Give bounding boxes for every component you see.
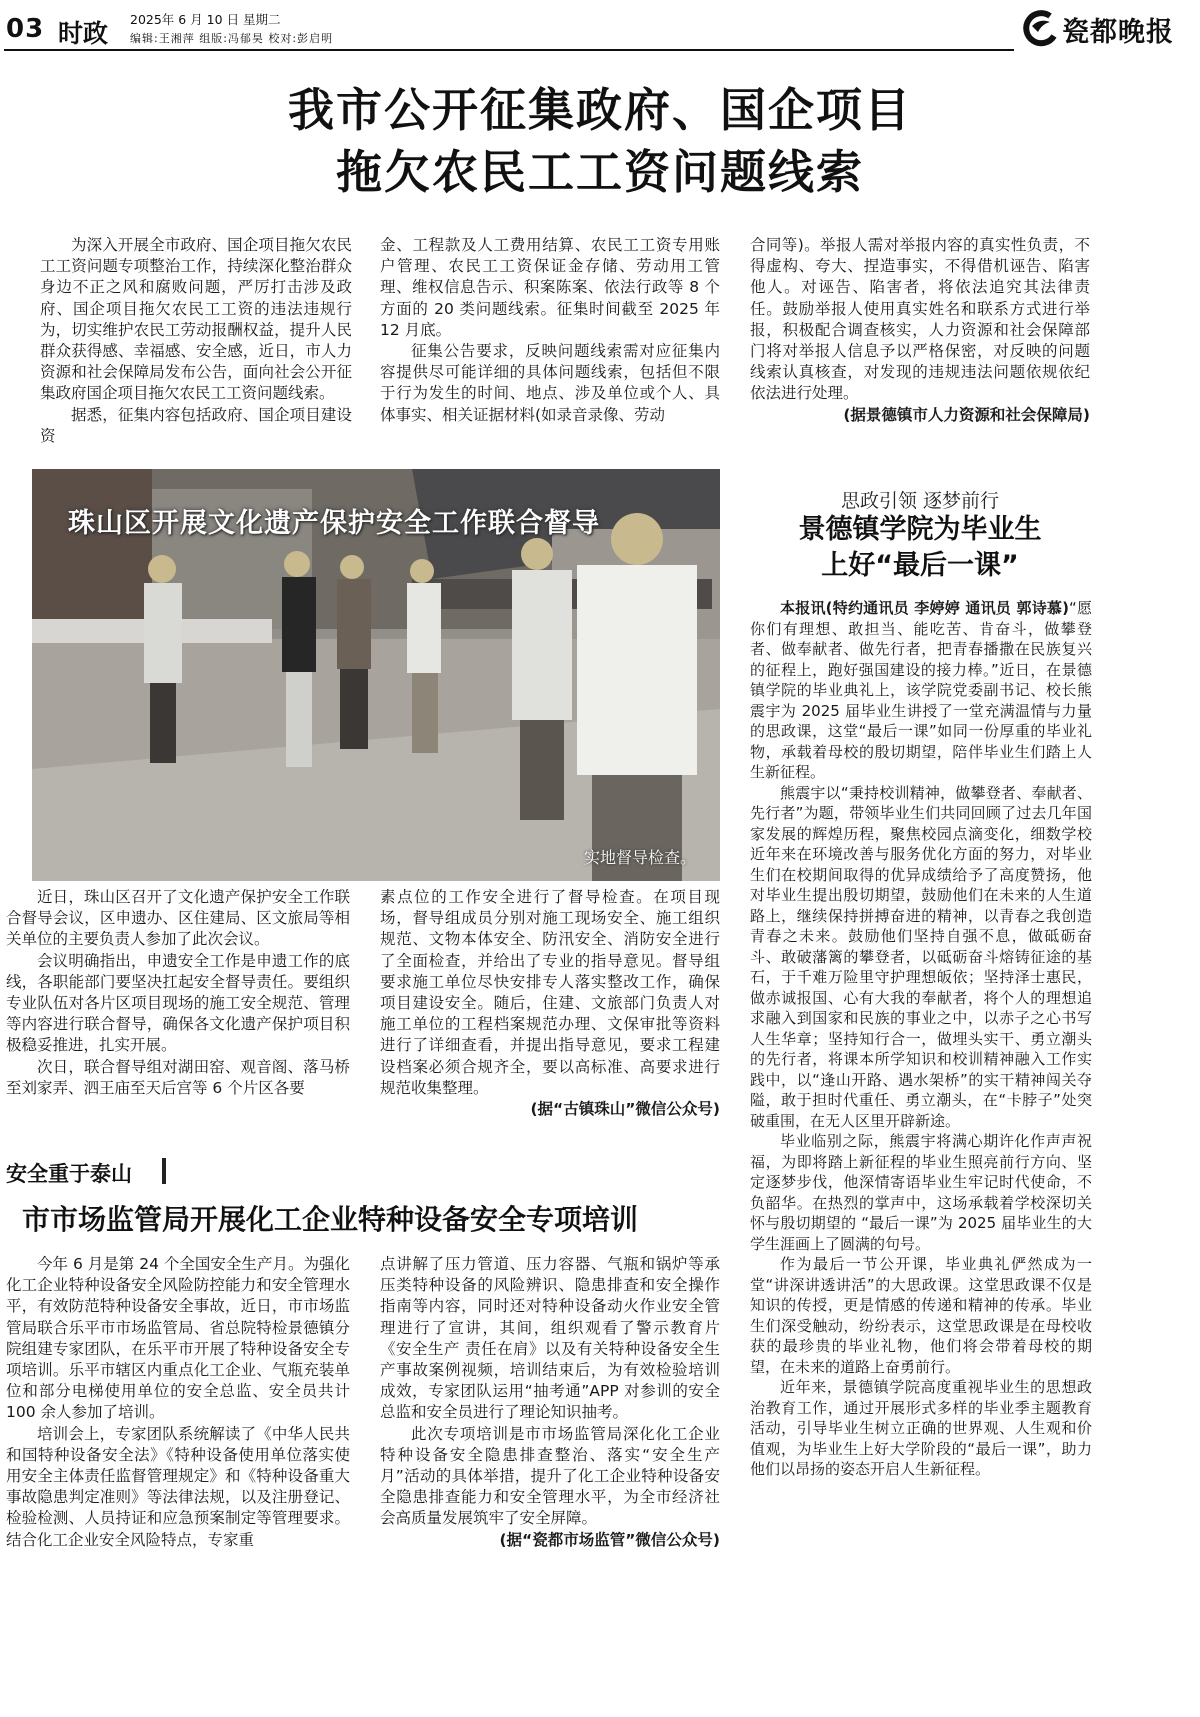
article4-title-line2: 上好“最后一课”: [821, 550, 1019, 581]
article4-body: [750, 598, 1092, 1480]
article2-paragraph: 近日，珠山区召开了文化遗产保护安全工作联合督导会议，区申遗办、区住建局、区文旅局等相关单位的主要负责人参加了此次会议。: [6, 888, 350, 949]
article3-paragraph: 今年 6 月是第 24 个全国安全生产月。为强化化工企业特种设备安全风险防控能力和安全管理水平，有效防范特种设备安全事故，近日，市市场监管局联合乐平市市场监管局、省总院特检景德镇分院组建专家团队，在乐平市开展了特种设备安全专项培训。乐平市辖区内重点化工企业、气瓶充装单位和部分电梯使用单位的安全总监、安全员共计 100 余人参加了培训。: [6, 1255, 350, 1422]
article2-paragraph: 素点位的工作安全进行了督导检查。在项目现场，督导组成员分别对施工现场安全、施工组织规范、文物本体安全、防汛安全、消防安全进行了全面检查，并给出了专业的指导意见。督导组要求施工单位尽快安排专人落实整改工作，确保项目建设安全。随后，住建、文旅部门负责人对施工单位的工程档案规范办理、文保审批等资料进行了详细查看，并提出指导意见，要求工程建设档案必须合规齐全，要以高标准、高要求进行规范收集整理。: [380, 888, 720, 1097]
article1-column1: [40, 235, 352, 447]
column-title: 安全重于泰山: [6, 1162, 132, 1186]
article3-column1: [6, 1254, 350, 1551]
article4-paragraph: 近年来，景德镇学院高度重视毕业生的思想政治教育工作，通过开展形式多样的毕业季主题教育活动，引导毕业生树立正确的世界观、人生观和价值观，为毕业生上好大学阶段的“最后一课”，助力他们以昂扬的姿态开启人生新征程。: [750, 1378, 1092, 1478]
article4-lead: [750, 598, 1092, 783]
photo-caption: 实地督导检查。: [584, 848, 697, 867]
article1-column2: [380, 235, 720, 426]
article2-paragraph: 会议明确指出，申遗安全工作是申遗工作的底线，各职能部门要坚决扛起安全督导责任。要组织专业队伍对各片区项目现场的施工安全规范、管理等内容进行联合督导，确保各文化遗产保护项目积极稳妥推进，扎实开展。: [6, 951, 350, 1055]
article4-byline: 本报讯(特约通讯员 李婷婷 通讯员 郭诗慕): [780, 599, 1069, 617]
article1-title-line2: 拖欠农民工工资问题线索: [336, 145, 864, 199]
article4-title-line1: 景德镇学院为毕业生: [798, 514, 1042, 545]
article4-paragraph: 熊震宇以“秉持校训精神，做攀登者、奉献者、先行者”为题，带领毕业生们共同回顾了过去几年国家发展的辉煌历程，聚焦校园点滴变化，细数学校近年来在环境改善与服务优化方面的努力，对毕业生们在校期间取得的优异成绩给予了高度赞扬，他对毕业生提出殷切期望，鼓励他们在未来的人生道路上，继续保持拼搏奋进的精神，以青春之我创造青春之未来。鼓励他们坚持自强不息，做砥砺奋斗、敢破藩篱的攀登者，以砥砺奋斗熔铸征途的基石，于千难万险里守护理想皈依；坚持泽士惠民，做赤诚报国、心有大我的奉献者，将个人的理想追求融入到国家和民族的事业之中，以赤子之心书写人生华章；坚持知行合一，做埋头实干、勇立潮头的先行者，将课本所学知识和校训精神融入工作实践中，以“逢山开路、遇水架桥”的实干精神闯关夺隘，敢于担时代重任、勇立潮头，在“卡脖子”处突破重围，在无人区里开辟新途。: [750, 783, 1092, 1130]
article1-source: (据景德镇市人力资源和社会保障局): [843, 405, 1090, 424]
header-rule: [4, 49, 1014, 51]
article3-source: (据“瓷都市场监管”微信公众号): [499, 1530, 720, 1549]
masthead-title: 瓷都晚报: [1062, 17, 1174, 48]
article1-paragraph: 据悉，征集内容包括政府、国企项目建设资: [40, 405, 352, 445]
issue-date: 2025年 6 月 10 日 星期二: [130, 12, 281, 27]
article2-column2: [380, 887, 720, 1120]
article1-paragraph: 征集公告要求，反映问题线索需对应征集内容提供尽可能详细的具体问题线索，包括但不限于行为发生的时间、地点、涉及单位或个人、具体事实、相关证据材料(如录音录像、劳动: [380, 342, 720, 424]
section-name: 时政: [58, 19, 109, 48]
article1-paragraph: 金、工程款及人工费用结算、农民工工资专用账户管理、农民工工资保证金存储、劳动用工管理、维权信息告示、积案陈案、依法行政等 8 个方面的 20 类问题线索。征集时间截至 2025 年 12 月底。: [380, 236, 720, 339]
article2-column1: [6, 887, 350, 1099]
article4-kicker: 思政引领 逐梦前行: [840, 490, 1000, 512]
article4-paragraph: “愿你们有理想、敢担当、能吃苦、肯奋斗，做攀登者、做奉献者、做先行者，把青春播撒在民族复兴的征程上，跑好强国建设的接力棒。”近日，在景德镇学院的毕业典礼上，该学院党委副书记、校长熊震宇为 2025 届毕业生讲授了一堂充满温情与力量的思政课，这堂“最后一课”如同一份厚重的毕业礼物，承载着母校的殷切期望，陪伴毕业生们踏上人生新征程。: [750, 599, 1092, 781]
article2-source: (据“古镇珠山”微信公众号): [530, 1100, 720, 1119]
article1-column3: [750, 235, 1090, 426]
article4-paragraph: 作为最后一节公开课，毕业典礼俨然成为一堂“讲深讲透讲活”的大思政课。这堂思政课不仅是知识的传授，更是情感的传递和精神的传承。毕业生们深受触动，纷纷表示，这堂思政课是在母校收获的最珍贵的毕业礼物，他们将会带着母校的期望，在未来的道路上奋勇前行。: [750, 1255, 1092, 1376]
page-number: 03: [6, 14, 45, 44]
article3-paragraph: 培训会上，专家团队系统解读了《中华人民共和国特种设备安全法》《特种设备使用单位落实使用安全主体责任监督管理规定》和《特种设备重大事故隐患判定准则》等法律法规，以及注册登记、检验检测、人员持证和应急预案制定等管理要求。结合化工企业安全风险特点，专家重: [6, 1424, 350, 1549]
article4-paragraph: 毕业临别之际，熊震宇将满心期许化作声声祝福，为即将踏上新征程的毕业生照亮前行方向、坚定逐梦步伐，他深情寄语毕业生牢记时代使命，不负韶华。在热烈的掌声中，这场承载着学校深切关怀与殷切期望的 “最后一课”为 2025 届毕业生的大学生涯画上了圆满的句号。: [750, 1132, 1092, 1253]
site-inspection-photo: [32, 469, 720, 881]
article3-paragraph: 此次专项培训是市市场监管局深化化工企业特种设备安全隐患排查整治、落实“安全生产月”活动的具体举措，提升了化工企业特种设备安全隐患排查能力和安全管理水平，为全市经济社会高质量发展筑牢了安全屏障。: [380, 1424, 720, 1528]
article3-column2: [380, 1254, 720, 1551]
masthead-emblem-icon: [1020, 8, 1060, 48]
article1-paragraph: 合同等)。举报人需对举报内容的真实性负责，不得虚构、夸大、捏造事实，不得借机诬告、陷害他人。对诬告、陷害者，将依法追究其法律责任。鼓励举报人使用真实姓名和联系方式进行举报，积极配合调查核实，人力资源和社会保障部门将对举报人信息予以严格保密，对反映的问题线索认真核查，对发现的违规违法问题依规依纪依法进行处理。: [750, 236, 1090, 403]
article3-title: 市市场监管局开展化工企业特种设备安全专项培训: [22, 1203, 639, 1236]
article1-title-line1: 我市公开征集政府、国企项目: [288, 83, 912, 137]
photo-headline: 珠山区开展文化遗产保护安全工作联合督导: [68, 508, 600, 539]
article1-paragraph: 为深入开展全市政府、国企项目拖欠农民工工资问题专项整治工作，持续深化整治群众身边不正之风和腐败问题，严厉打击涉及政府、国企项目拖欠农民工工资的违法违规行为，切实维护农民工劳动报酬权益，提升人民群众获得感、幸福感、安全感，近日，市人力资源和社会保障局发布公告，面向社会公开征集政府国企项目拖欠农民工工资问题线索。: [40, 236, 352, 403]
editor-credits: 编辑:王湘萍 组版:冯郁昊 校对:彭启明: [130, 32, 334, 45]
column-title-bar: [162, 1158, 166, 1184]
article2-paragraph: 次日，联合督导组对湖田窑、观音阁、落马桥至刘家弄、泗王庙至天后宫等 6 个片区各要: [6, 1057, 350, 1097]
article3-paragraph: 点讲解了压力管道、压力容器、气瓶和锅炉等承压类特种设备的风险辨识、隐患排查和安全操作指南等内容，同时还对特种设备动火作业安全管理进行了宣讲，其间，组织观看了警示教育片《安全生产 责任在肩》以及有关特种设备安全生产事故案例视频，培训结束后，为有效检验培训成效，专家团队运用“抽考通”APP 对参训的安全总监和安全员进行了理论知识抽考。: [380, 1255, 720, 1422]
masthead-logo: [1020, 8, 1196, 50]
